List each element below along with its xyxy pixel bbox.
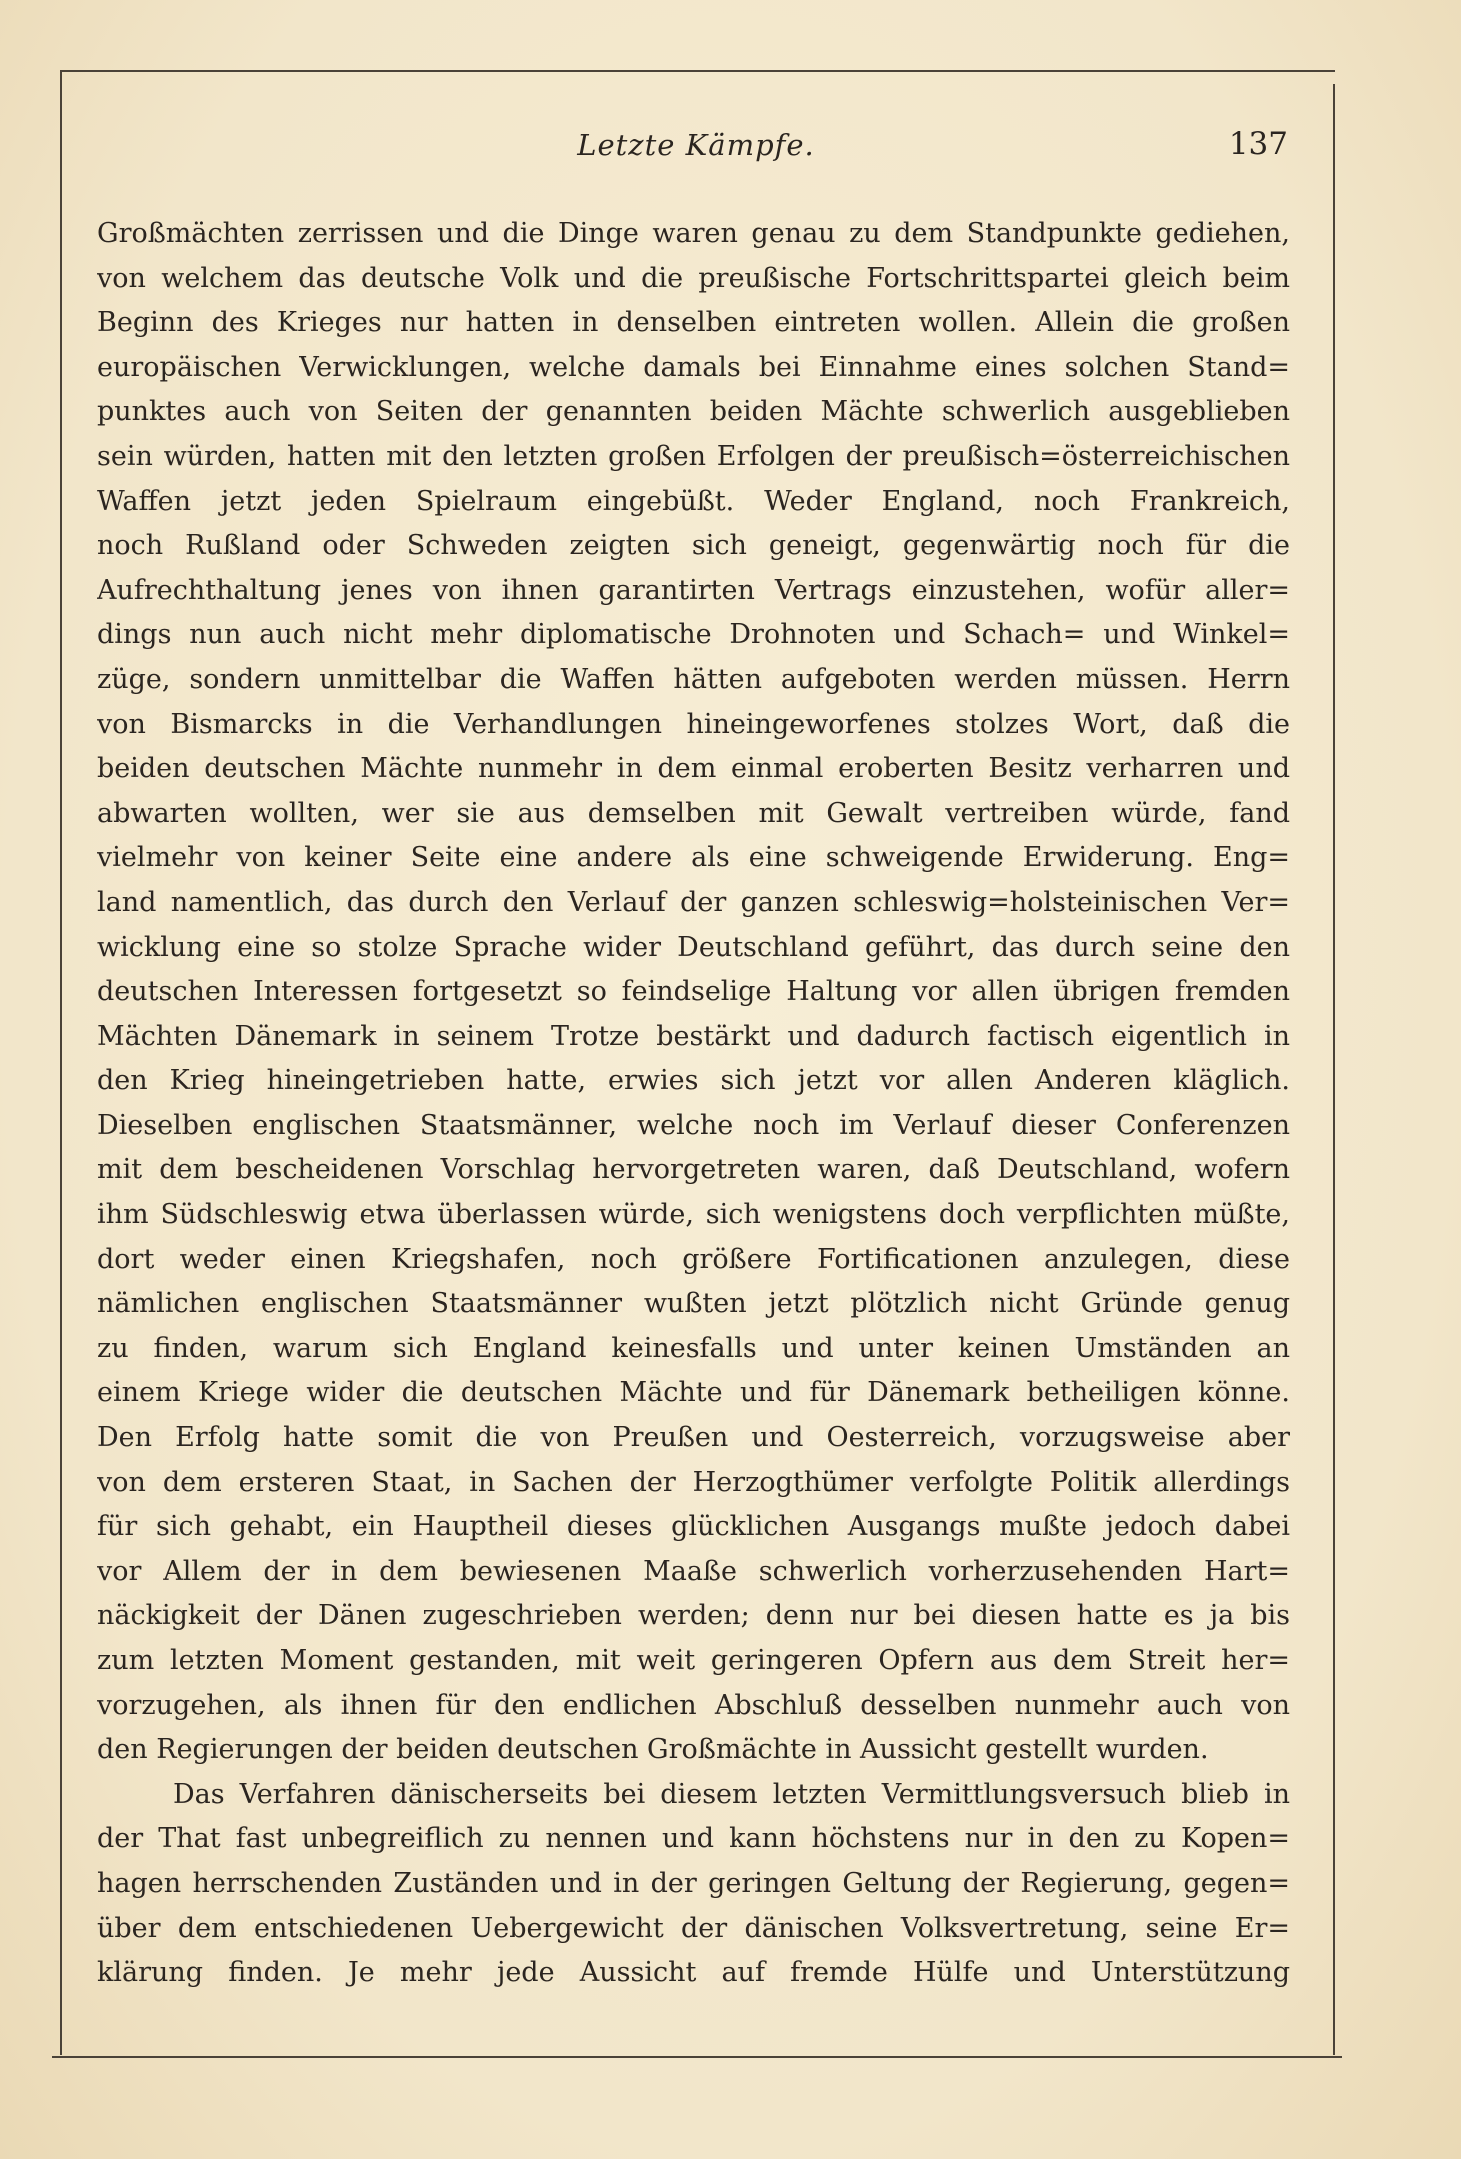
text-line: vielmehr von keiner Seite eine andere als eine schweigende Erwiderung. Eng= [97, 842, 1290, 874]
text-line: ihm Südschleswig etwa überlassen würde, sich wenigstens doch verpflichten müßte, [97, 1199, 1290, 1231]
text-line: sein würden, hatten mit den letzten großen Erfolgen der preußisch=österreichischen [97, 440, 1290, 472]
text-line: von dem ersteren Staat, in Sachen der Herzogthümer verfolgte Politik allerdings [97, 1466, 1290, 1498]
text-line: Waffen jetzt jeden Spielraum eingebüßt. Weder England, noch Frankreich, [97, 485, 1290, 517]
text-line: wicklung eine so stolze Sprache wider Deutschland geführt, das durch seine den [97, 931, 1290, 963]
text-line: den Krieg hineingetrieben hatte, erwies sich jetzt vor allen Anderen kläglich. [97, 1065, 1290, 1097]
running-title: Letzte Kämpfe. [577, 128, 815, 162]
text-line: Dieselben englischen Staatsmänner, welche noch im Verlauf dieser Conferenzen [97, 1109, 1290, 1141]
text-line: der That fast unbegreiflich zu nennen und kann höchstens nur in den zu Kopen= [97, 1823, 1290, 1855]
text-line: für sich gehabt, ein Hauptheil dieses glücklichen Ausgangs mußte jedoch dabei [97, 1511, 1290, 1543]
page-number: 137 [1228, 126, 1288, 162]
body-text [97, 212, 1290, 1996]
text-line: dort weder einen Kriegshafen, noch größere Fortificationen anzulegen, diese [97, 1243, 1290, 1275]
text-line: hagen herrschenden Zuständen und in der geringen Geltung der Regierung, gegen= [97, 1867, 1290, 1899]
text-line: einem Kriege wider die deutschen Mächte und für Dänemark betheiligen könne. [97, 1377, 1290, 1409]
text-line: vorzugehen, als ihnen für den endlichen Abschluß desselben nunmehr auch von [97, 1689, 1290, 1721]
text-line: europäischen Verwicklungen, welche damals bei Einnahme eines solchen Stand= [97, 351, 1290, 383]
text-line: Beginn des Krieges nur hatten in denselben eintreten wollen. Allein die großen [97, 307, 1290, 339]
text-line: dings nun auch nicht mehr diplomatische Drohnoten und Schach= und Winkel= [97, 619, 1290, 651]
text-line: punktes auch von Seiten der genannten beiden Mächte schwerlich ausgeblieben [97, 396, 1290, 428]
text-line: beiden deutschen Mächte nunmehr in dem einmal eroberten Besitz verharren und [97, 753, 1290, 785]
frame-left-rule [60, 70, 62, 2055]
text-line: zu finden, warum sich England keinesfalls und unter keinen Umständen an [97, 1332, 1290, 1364]
frame-top-rule [60, 70, 1335, 72]
text-line: Großmächten zerrissen und die Dinge waren genau zu dem Standpunkte gediehen, [97, 218, 1290, 249]
text-line: nämlichen englischen Staatsmänner wußten jetzt plötzlich nicht Gründe genug [97, 1288, 1290, 1320]
text-line: mit dem bescheidenen Vorschlag hervorgetreten waren, daß Deutschland, wofern [97, 1154, 1290, 1186]
text-line: von welchem das deutsche Volk und die preußische Fortschrittspartei gleich beim [97, 262, 1290, 294]
text-line: Den Erfolg hatte somit die von Preußen und Oesterreich, vorzugsweise aber [97, 1422, 1290, 1454]
text-line: von Bismarcks in die Verhandlungen hineingeworfenes stolzes Wort, daß die [97, 708, 1290, 740]
text-line: abwarten wollten, wer sie aus demselben mit Gewalt vertreiben würde, fand [97, 797, 1290, 829]
frame-bottom-rule [52, 2056, 1342, 2058]
text-line: Mächten Dänemark in seinem Trotze bestärkt und dadurch factisch eigentlich in [97, 1020, 1290, 1052]
text-line: vor Allem der in dem bewiesenen Maaße schwerlich vorherzusehenden Hart= [97, 1555, 1290, 1587]
paragraph-start-line: Das Verfahren dänischerseits bei diesem letzten Vermittlungsversuch blieb in [173, 1778, 1290, 1810]
running-head [96, 128, 1296, 174]
text-line: Aufrechthaltung jenes von ihnen garantirten Vertrags einzustehen, wofür aller= [97, 574, 1290, 606]
paragraph-end-line: den Regierungen der beiden deutschen Großmächte in Aussicht gestellt wurden. [97, 1734, 1209, 1766]
text-line: noch Rußland oder Schweden zeigten sich geneigt, gegenwärtig noch für die [97, 530, 1290, 562]
frame-right-rule [1333, 84, 1335, 2055]
text-line: näckigkeit der Dänen zugeschrieben werden; denn nur bei diesen hatte es ja bis [97, 1600, 1290, 1632]
text-line: züge, sondern unmittelbar die Waffen hätten aufgeboten werden müssen. Herrn [97, 663, 1290, 695]
text-line: klärung finden. Je mehr jede Aussicht auf fremde Hülfe und Unterstützung [97, 1957, 1290, 1989]
text-line: land namentlich, das durch den Verlauf der ganzen schleswig=holsteinischen Ver= [97, 886, 1290, 918]
text-line: zum letzten Moment gestanden, mit weit geringeren Opfern aus dem Streit her= [97, 1645, 1290, 1676]
text-line: über dem entschiedenen Uebergewicht der dänischen Volksvertretung, seine Er= [97, 1912, 1290, 1944]
text-line: deutschen Interessen fortgesetzt so feindselige Haltung vor allen übrigen fremden [97, 976, 1290, 1008]
